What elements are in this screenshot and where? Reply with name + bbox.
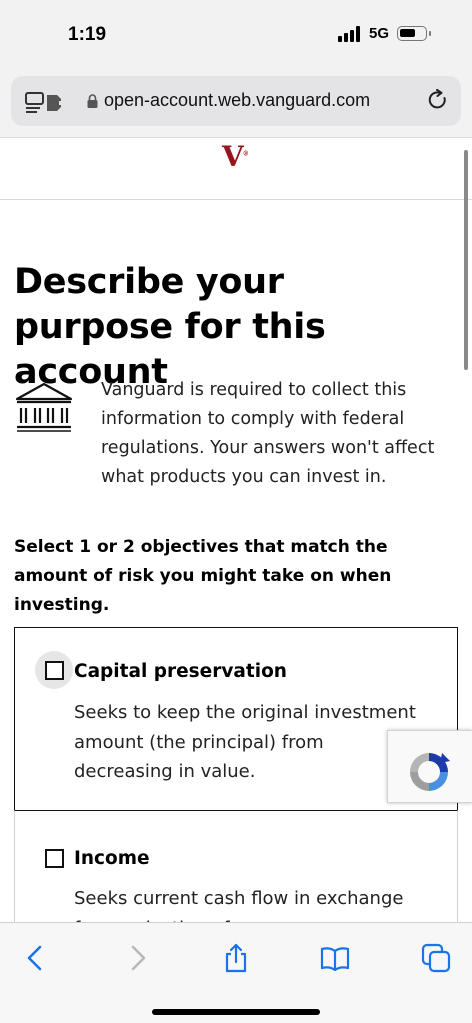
vanguard-logo[interactable]: V® xyxy=(222,140,248,173)
bank-building-icon xyxy=(14,382,74,432)
reload-icon[interactable] xyxy=(427,89,449,111)
browser-top-bar xyxy=(0,66,472,138)
network-type: 5G xyxy=(369,25,390,42)
recaptcha-badge[interactable] xyxy=(387,730,472,803)
status-time: 1:19 xyxy=(68,24,107,45)
recaptcha-icon xyxy=(406,749,452,795)
bookmarks-icon[interactable] xyxy=(320,943,350,973)
option-label[interactable]: Income xyxy=(74,848,150,869)
income-checkbox[interactable] xyxy=(45,849,64,868)
home-indicator xyxy=(152,1009,320,1015)
back-icon[interactable] xyxy=(21,943,51,973)
browser-bottom-toolbar xyxy=(0,922,472,1023)
cellular-signal-icon xyxy=(338,26,364,42)
address-bar[interactable] xyxy=(11,76,461,126)
objectives-instruction: Select 1 or 2 objectives that match the amount of risk you might take on when investing. xyxy=(14,537,392,615)
scrollbar[interactable] xyxy=(464,150,468,370)
option-label[interactable]: Capital preservation xyxy=(74,661,287,682)
reader-icon[interactable] xyxy=(25,91,65,113)
share-icon[interactable] xyxy=(221,943,251,973)
capital-preservation-checkbox[interactable] xyxy=(45,661,64,680)
tabs-icon[interactable] xyxy=(421,943,451,973)
battery-icon xyxy=(397,26,427,41)
option-description: Seeks current cash flow in exchange xyxy=(74,888,404,909)
status-bar xyxy=(0,0,472,66)
page-title: Describe your purpose for this account xyxy=(14,262,326,392)
url-text[interactable]: open-account.web.vanguard.com xyxy=(104,90,371,110)
regulatory-info-text: Vanguard is required to collect this information to comply with federal regulations. Your answers won't affect what products you can invest in. xyxy=(101,380,435,487)
lock-icon xyxy=(87,94,98,108)
site-header xyxy=(0,138,472,200)
forward-icon xyxy=(122,943,152,973)
option-description: Seeks to keep the original investment amount (the principal) from decreasing in value. xyxy=(74,702,416,782)
